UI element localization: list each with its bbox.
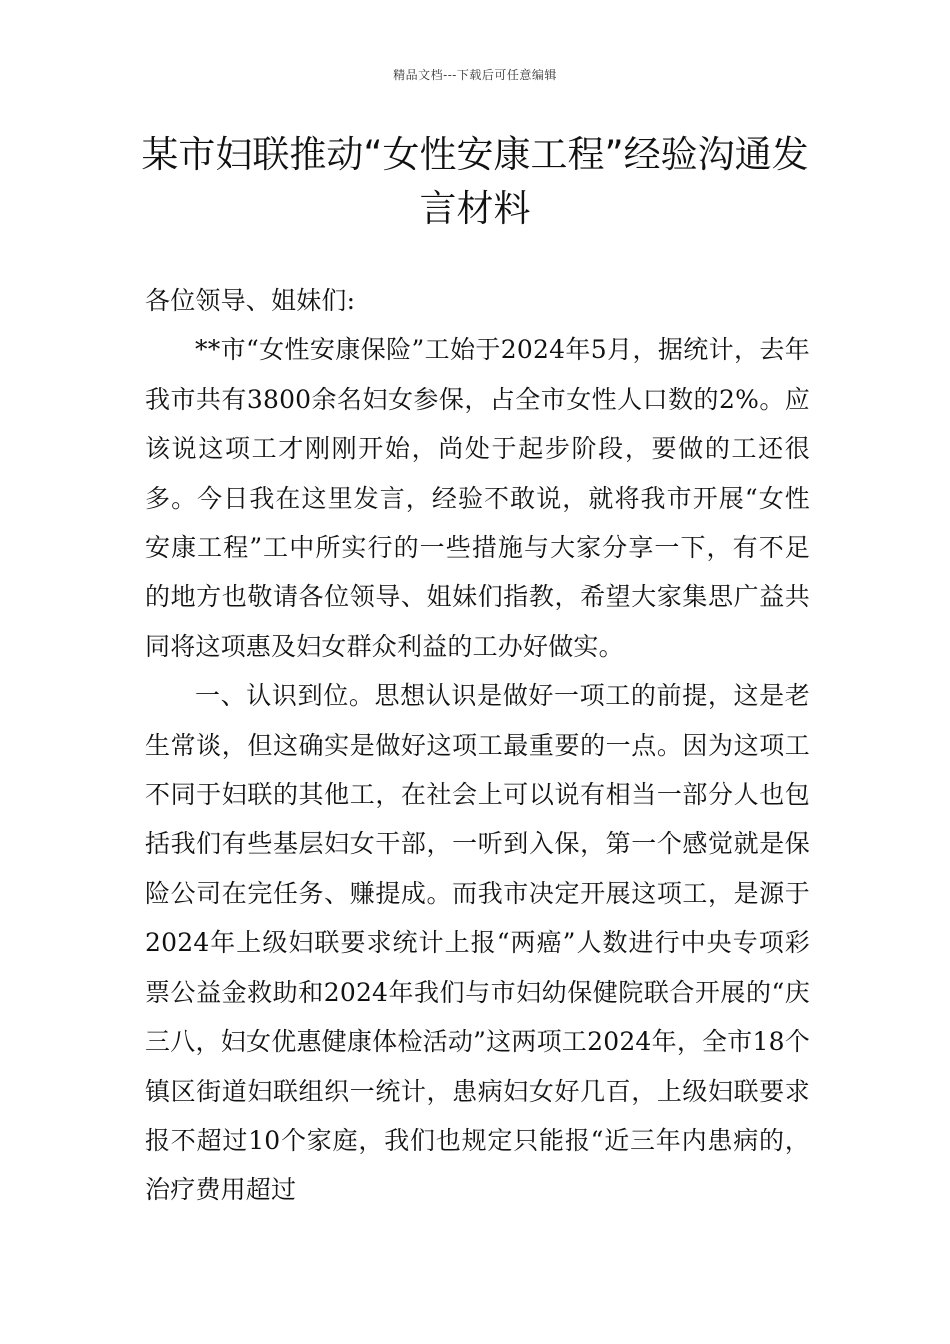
paragraph-section-one: 一、认识到位。思想认识是做好一项工的前提，这是老生常谈，但这确实是做好这项工最重要的一点。因为这项工不同于妇联的其他工，在社会上可以说有相当一部分人也包括我们有些基层妇女干部，一听到入保，第一个感觉就是保险公司在完任务、赚提成。而我市决定开展这项工，是源于2024年上级妇联要求统计上报“两癌”人数进行中央专项彩票公益金救助和2024年我们与市妇幼保健院联合开展的“庆三八，妇女优惠健康体检活动”这两项工2024年，全市18个镇区街道妇联组织一统计，患病妇女好几百，上级妇联要求报不超过10个家庭，我们也规定只能报“近三年内患病的，治疗费用超过: [145, 681, 810, 1205]
paragraph-intro: **市“女性安康保险”工始于2024年5月，据统计，去年我市共有3800余名妇女参保，占全市女性人口数的2%。应该说这项工才刚刚开始，尚处于起步阶段，要做的工还很多。今日我在这里发言，经验不敢说，就将我市开展“女性安康工程”工中所实行的一些措施与大家分享一下，有不足的地方也敬请各位领导、姐妹们指教，希望大家集思广益共同将这项惠及妇女群众利益的工办好做实。: [145, 335, 810, 661]
document-title: 某市妇联推动“女性安康工程”经验沟通发言材料: [141, 133, 809, 230]
document-body: [145, 276, 810, 1215]
salutation: 各位领导、姐妹们:: [145, 286, 356, 315]
header-note: 精品文档---下载后可任意编辑: [393, 68, 557, 82]
